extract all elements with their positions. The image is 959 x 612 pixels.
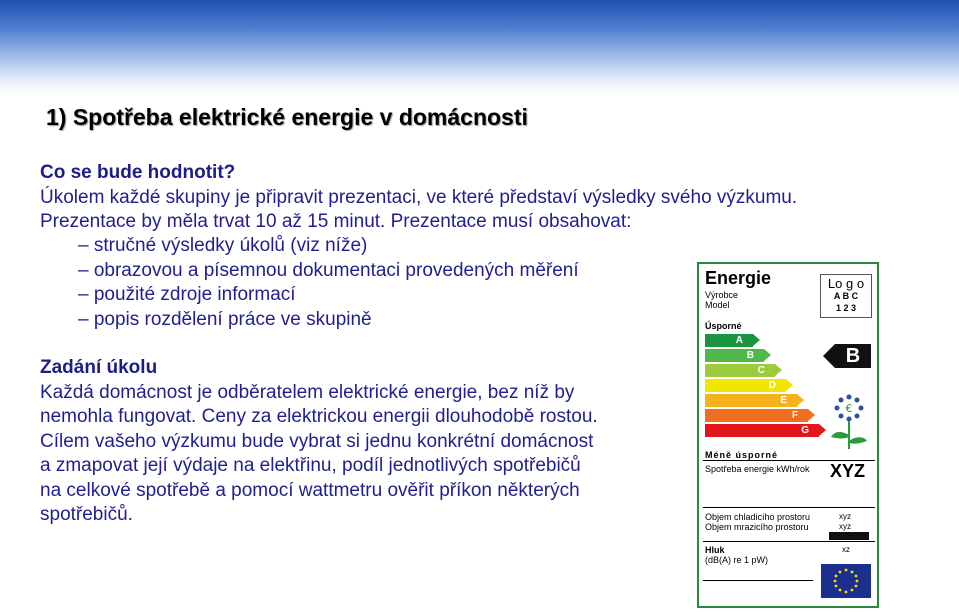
svg-text:€: € <box>845 402 853 415</box>
energy-grade-d <box>705 379 786 392</box>
slide-title: 1) Spotřeba elektrické energie v domácnosti <box>46 104 528 130</box>
energy-grade-letter: F <box>791 410 798 421</box>
list-item: – obrazovou a písemnou dokumentaci provedených měření <box>78 259 579 281</box>
energy-rating-arrow: B <box>835 344 871 368</box>
model-label: Model <box>705 300 730 310</box>
fresh-volume-value: xyz <box>839 512 851 521</box>
noise-label: Hluk <box>705 545 725 555</box>
manufacturer-label: Výrobce <box>705 290 739 300</box>
divider <box>703 507 875 508</box>
logo-text: Lo g o <box>827 276 865 291</box>
consumption-value: XYZ <box>830 461 866 481</box>
energy-grade-letter: A <box>735 335 743 346</box>
energy-grade-a <box>705 334 753 347</box>
list-item: – stručné výsledky úkolů (viz níže) <box>78 235 368 256</box>
evaluation-heading: Co se bude hodnotit? <box>40 162 236 183</box>
evaluation-line-1: Úkolem každé skupiny je připravit prezentaci, ve které představí výsledky svého výzkumu. <box>40 186 798 208</box>
fresh-volume-label: Objem chladicího prostoru <box>705 512 811 522</box>
logo-text: A B C <box>833 291 859 301</box>
assignment-line-3: Cílem vašeho výzkumu bude vybrat si jednu konkrétní domácnost <box>40 430 594 452</box>
energy-grade-letter: D <box>768 380 776 391</box>
energy-grade-g <box>705 424 819 437</box>
efficient-label: Úsporné <box>705 321 742 331</box>
frozen-volume-label: Objem mrazicího prostoru <box>705 522 809 532</box>
assignment-line-6: spotřebičů. <box>40 504 133 525</box>
energy-grade-b <box>705 349 764 362</box>
energy-grade-letter: C <box>757 365 765 376</box>
noise-value: xz <box>842 545 850 554</box>
assignment-heading: Zadání úkolu <box>40 357 158 378</box>
energy-label-image <box>697 262 879 608</box>
assignment-line-2: nemohla fungovat. Ceny za elektrickou energii dlouhodobě rostou. <box>40 406 598 427</box>
energy-grade-c <box>705 364 775 377</box>
list-item: – popis rozdělení práce ve skupině <box>78 308 372 330</box>
divider <box>703 580 813 581</box>
energy-grade-e <box>705 394 797 407</box>
list-item: – použité zdroje informací <box>78 284 296 305</box>
inefficient-label: Méně úsporné <box>705 450 779 460</box>
energy-grade-letter: B <box>746 350 754 361</box>
energy-label-title: Energie <box>705 268 772 288</box>
energy-grade-letter: G <box>801 425 809 436</box>
assignment-line-5: na celkové spotřebě a pomocí wattmetru ověřit příkon některých <box>40 479 580 501</box>
frozen-volume-value: xyz <box>839 522 851 531</box>
consumption-label: Spotřeba energie kWh/rok <box>705 464 810 474</box>
evaluation-section <box>40 161 870 235</box>
freezer-stars-icon <box>829 532 869 540</box>
logo-text: 1 2 3 <box>835 303 857 313</box>
divider <box>703 541 875 542</box>
assignment-line-1: Každá domácnost je odběratelem elektrické energie, bez níž by <box>40 381 575 403</box>
eu-flag-icon <box>821 564 871 598</box>
noise-unit: (dB(A) re 1 pW) <box>705 555 769 565</box>
evaluation-line-2: Prezentace by měla trvat 10 až 15 minut. Prezentace musí obsahovat: <box>40 211 632 232</box>
presentation-content-list <box>78 234 579 332</box>
header-gradient-band <box>0 0 959 95</box>
eu-flower-icon <box>827 391 871 453</box>
energy-grade-letter: E <box>780 395 787 406</box>
energy-grade-f <box>705 409 808 422</box>
assignment-section <box>40 356 680 528</box>
assignment-line-4: a zmapovat její výdaje na elektřinu, podíl jednotlivých spotřebičů <box>40 455 581 476</box>
logo-box <box>820 274 872 318</box>
